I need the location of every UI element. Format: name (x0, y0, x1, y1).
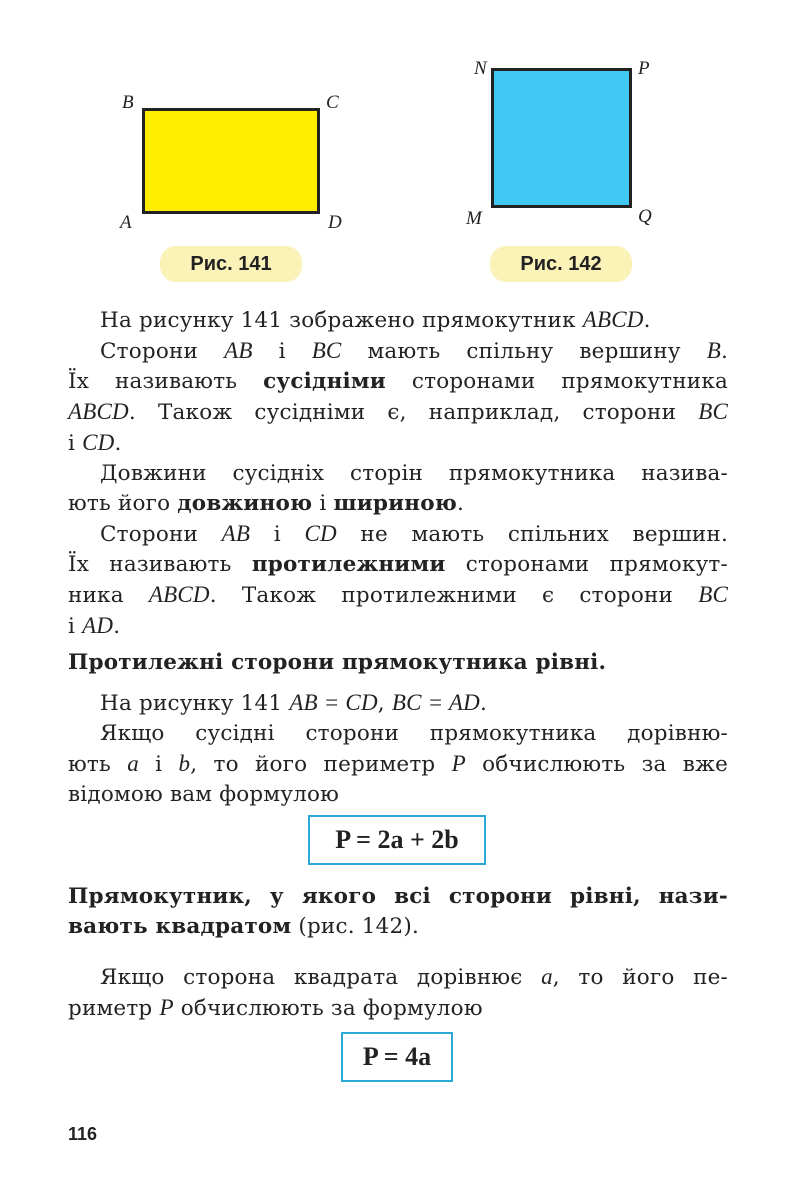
body-text (68, 305, 728, 642)
term-square: вають квадратом (68, 914, 292, 939)
paragraph-4-line-3: ника ABCD. Також протилежними є сторони BC (68, 582, 728, 608)
rule-2-line-2: вають квадратом (рис. 142). (68, 914, 420, 939)
body-text-3 (68, 962, 728, 1024)
paragraph-4-line-1: Сторони AB і CD не мають спільних вершин. (100, 521, 728, 547)
vertex-c-label: C (326, 92, 339, 113)
vertex-b-label: B (122, 92, 134, 113)
rule-square (68, 882, 728, 942)
paragraph-7-line-1: Якщо сторона квадрата дорівнює a, то його пе- (100, 964, 728, 990)
vertex-n-label: N (474, 58, 487, 79)
term-adjacent: сусідніми (263, 369, 386, 394)
term-width: шириною (333, 491, 457, 516)
formula-square-perimeter: P = 4a (341, 1032, 453, 1082)
rule-opposite-sides (68, 648, 728, 678)
rule-1-text: Протилежні сторони прямокутника рівні. (68, 650, 607, 675)
paragraph-4-line-4: і AD. (68, 613, 121, 639)
term-length: довжиною (177, 491, 313, 516)
paragraph-6-line-3: відомою вам формулою (68, 782, 340, 807)
vertex-d-label: D (328, 212, 342, 233)
vertex-a-label: A (120, 212, 132, 233)
paragraph-3-line-2: ють його довжиною і шириною. (68, 491, 465, 516)
paragraph-6-line-2: ють a і b, то його периметр P обчислюють за вже (68, 751, 729, 777)
formula-rectangle-perimeter: P = 2a + 2b (308, 815, 486, 865)
paragraph-6-line-1: Якщо сусідні сторони прямокутника дорівню- (100, 721, 728, 746)
paragraph-2-line-2: Їх називають сусідніми сторонами прямокутника (68, 369, 728, 394)
paragraph-2-line-1: Сторони AB і BC мають спільну вершину B. (100, 338, 728, 364)
paragraph-1: На рисунку 141 зображено прямокутник ABCD. (100, 307, 651, 333)
body-text-2 (68, 688, 728, 810)
figure-141-caption: Рис. 141 (160, 246, 302, 282)
rule-2-line-1: Прямокутник, у якого всі сторони рівні, нази- (68, 884, 728, 909)
rectangle-abcd (142, 108, 320, 214)
vertex-p-label: P (638, 58, 650, 79)
paragraph-2-line-4: і CD. (68, 430, 122, 456)
term-opposite: протилежними (251, 552, 446, 577)
vertex-q-label: Q (638, 206, 652, 227)
page-number: 116 (68, 1124, 98, 1144)
paragraph-2-line-3: ABCD. Також сусідніми є, наприклад, сторони BC (68, 399, 728, 425)
square-mnpq (491, 68, 632, 208)
paragraph-4-line-2: Їх називають протилежними сторонами прямокут- (68, 552, 728, 577)
paragraph-5: На рисунку 141 AB = CD, BC = AD. (100, 690, 487, 716)
vertex-m-label: M (466, 208, 482, 229)
figure-142-caption: Рис. 142 (490, 246, 632, 282)
paragraph-3-line-1: Довжини сусідніх сторін прямокутника назива- (100, 461, 728, 486)
paragraph-7-line-2: риметр P обчислюють за формулою (68, 995, 483, 1021)
